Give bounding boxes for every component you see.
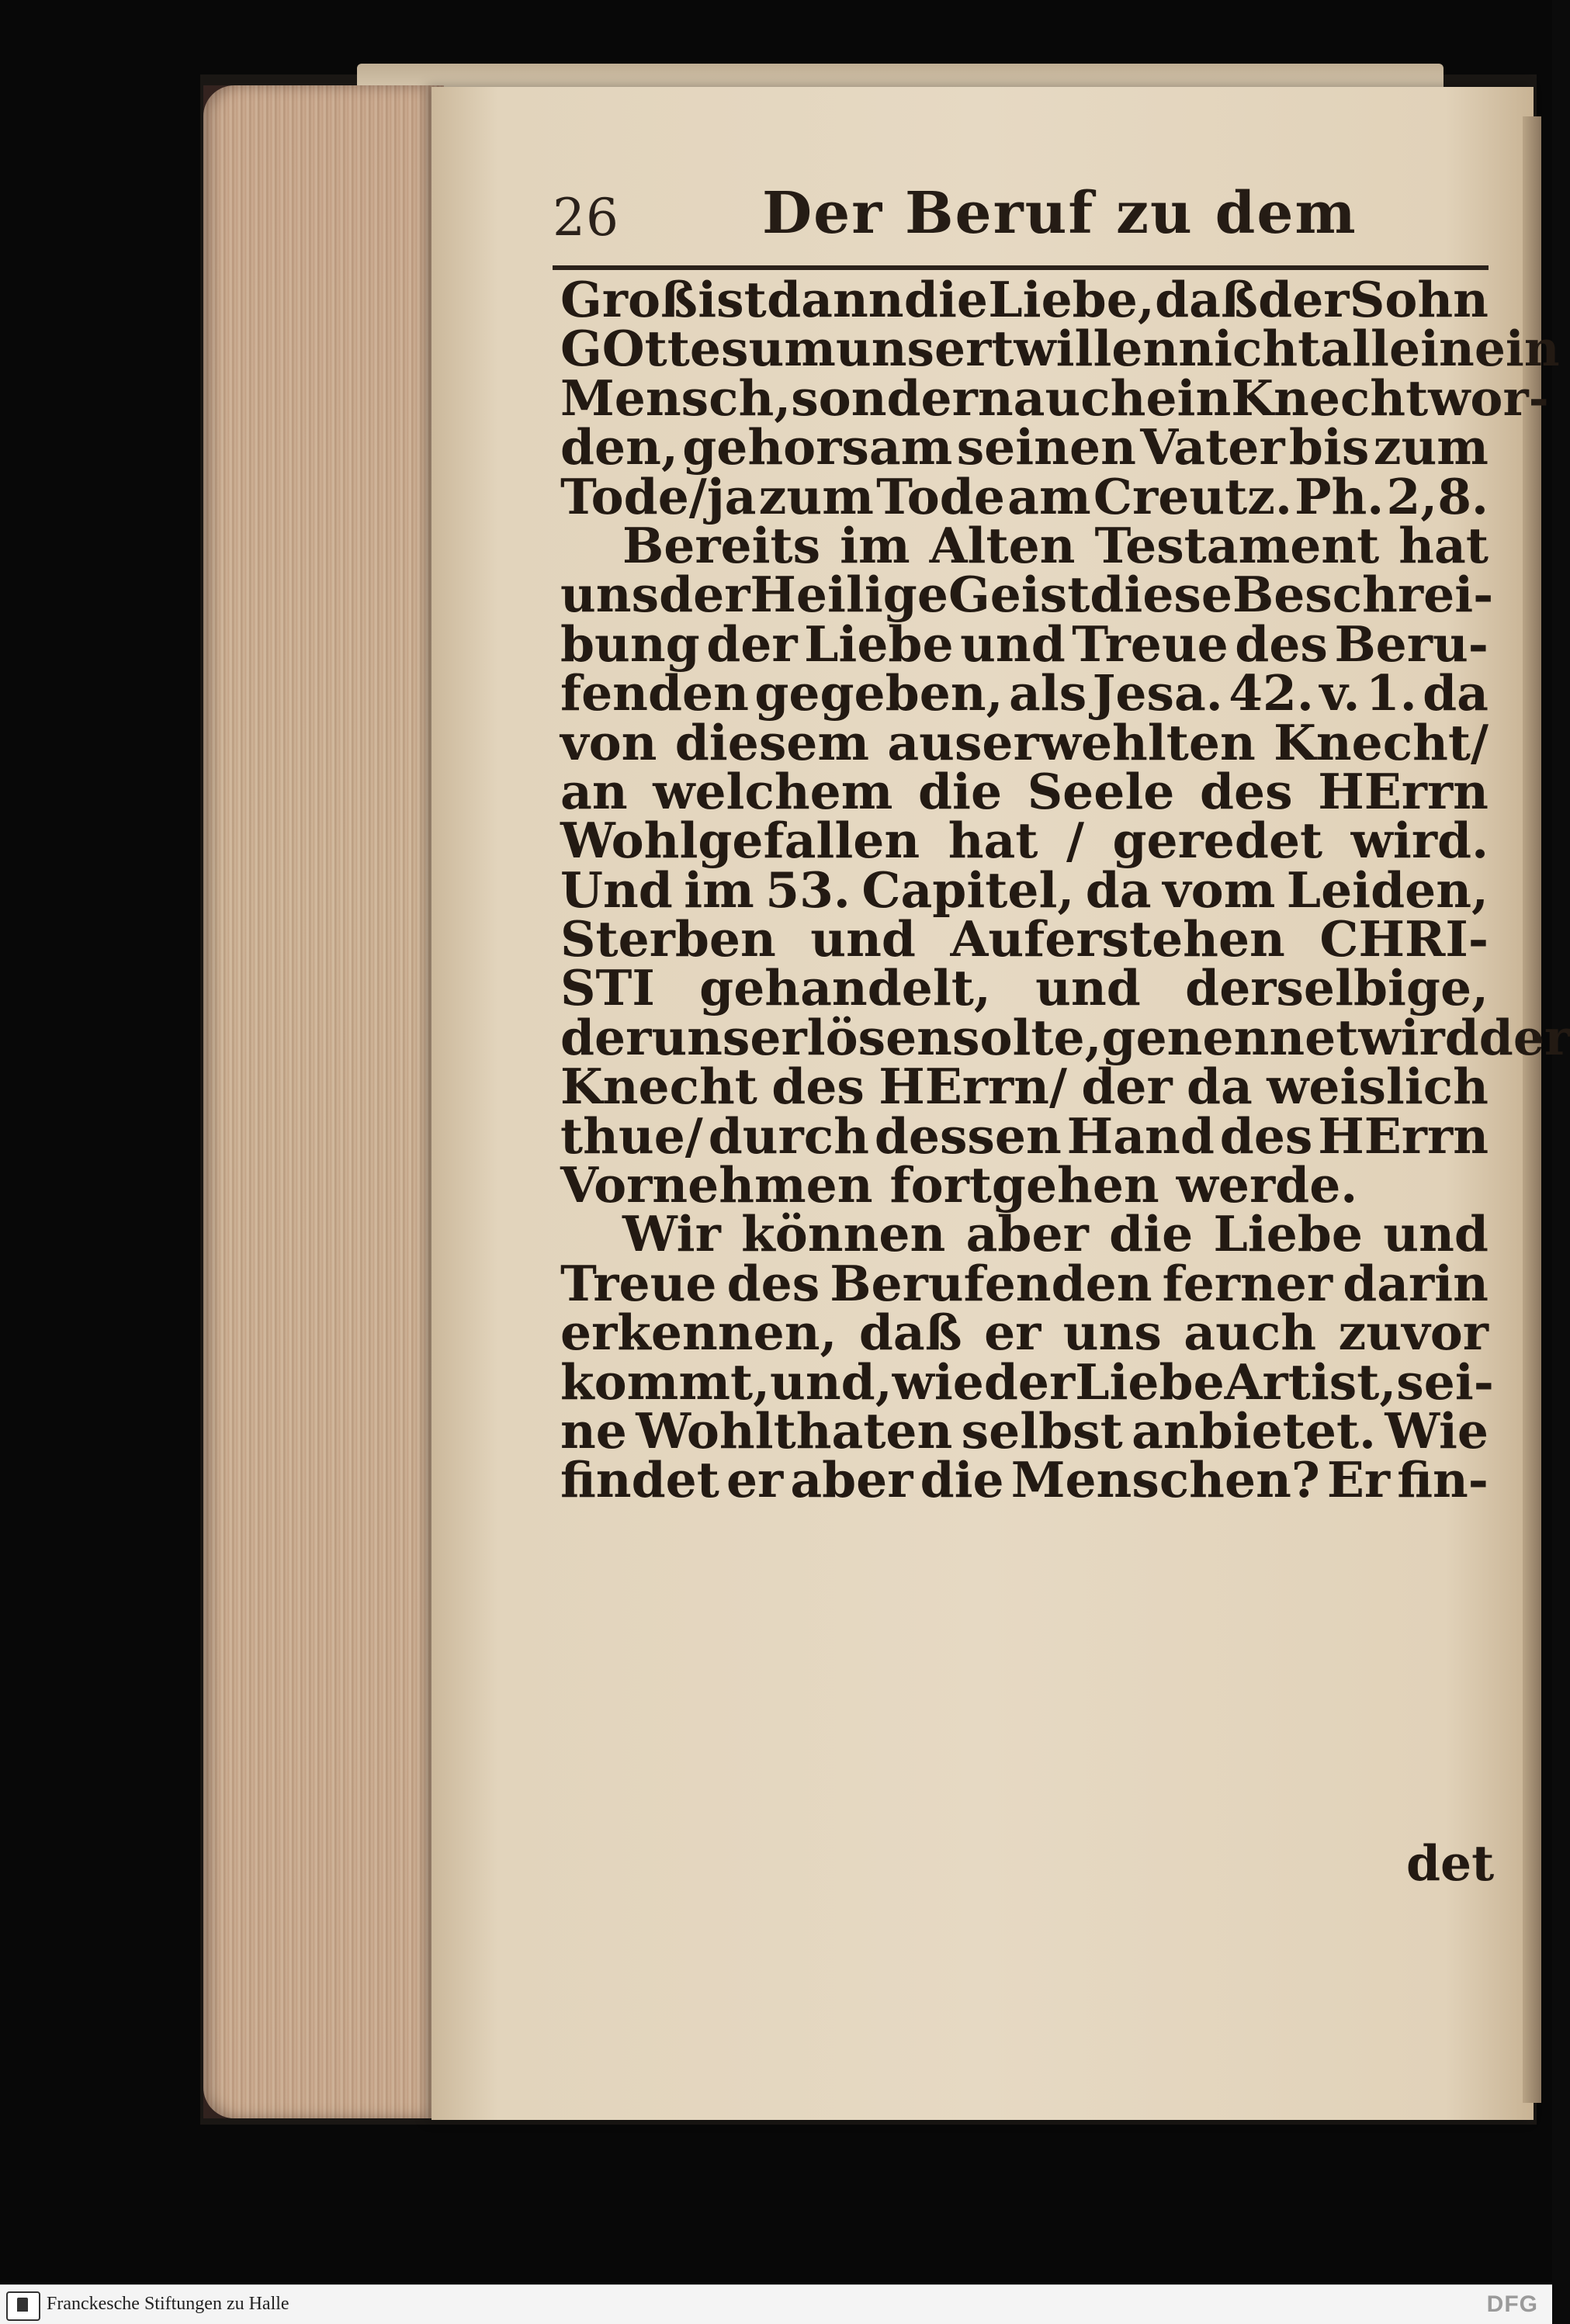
text-line: fenden gegeben, als Jesa. 42. v. 1. da	[560, 664, 1489, 722]
text-line: bung der Liebe und Treue des Beru-	[560, 615, 1489, 673]
text-line: Mensch, sondern auch ein Knecht wor-	[560, 369, 1549, 427]
body-text	[560, 271, 1570, 1509]
text-line: uns der Heilige Geist diese Beschrei-	[560, 566, 1494, 624]
text-line: an welchem die Seele des HErrn	[560, 762, 1489, 820]
catchword: det	[1406, 1834, 1495, 1892]
text-line: ne Wohlthaten selbst anbietet. Wie	[560, 1401, 1489, 1460]
text-line: GOttes um unsert willen nicht allein ein	[560, 320, 1560, 378]
page-number: 26	[553, 188, 619, 248]
text-line: Vornehmen fortgehen werde.	[560, 1156, 1358, 1214]
viewer-footer	[0, 2284, 1552, 2324]
running-head: Der Beruf zu dem	[762, 180, 1357, 247]
text-line: Und im 53. Capitel, da vom Leiden,	[560, 861, 1489, 919]
text-line: kommt, und, wie der Liebe Art ist, sei-	[560, 1352, 1494, 1411]
text-line: STI gehandelt, und derselbige,	[560, 959, 1489, 1017]
text-line: Wohlgefallen hat / geredet wird.	[560, 812, 1489, 870]
text-line: Groß ist dann die Liebe, daß der Sohn	[560, 271, 1489, 328]
header-rule	[553, 265, 1489, 270]
text-line: Bereits im Alten Testament hat	[622, 516, 1489, 574]
text-line: Wir können aber die Liebe und	[622, 1205, 1489, 1263]
text-line: von diesem auserwehlten Knecht/	[560, 713, 1489, 771]
text-line: thue/ durch dessen Hand des HErrn	[560, 1107, 1489, 1165]
text-line: Tode/ja zum Tode am Creutz. Ph. 2,8.	[560, 467, 1489, 525]
text-line: findet er aber die Menschen? Er fin-	[560, 1451, 1489, 1509]
text-line: erkennen, daß er uns auch zuvor	[560, 1304, 1489, 1362]
dfg-mark: DFG	[1486, 2291, 1538, 2317]
text-line: Sterben und Auferstehen CHRI-	[560, 910, 1489, 968]
institution-logo-icon	[6, 2291, 40, 2321]
page-edges	[203, 85, 444, 2118]
page-header	[553, 180, 1484, 265]
text-line: der uns erlösen solte, genennet wird der	[560, 1008, 1570, 1066]
institution-name: Franckesche Stiftungen zu Halle	[47, 2294, 289, 2314]
text-line: Knecht des HErrn/ der da weislich	[560, 1058, 1489, 1116]
text-line: den, gehorsam seinen Vater bis zum	[560, 418, 1489, 476]
text-line: Treue des Berufenden ferner darin	[560, 1254, 1489, 1312]
